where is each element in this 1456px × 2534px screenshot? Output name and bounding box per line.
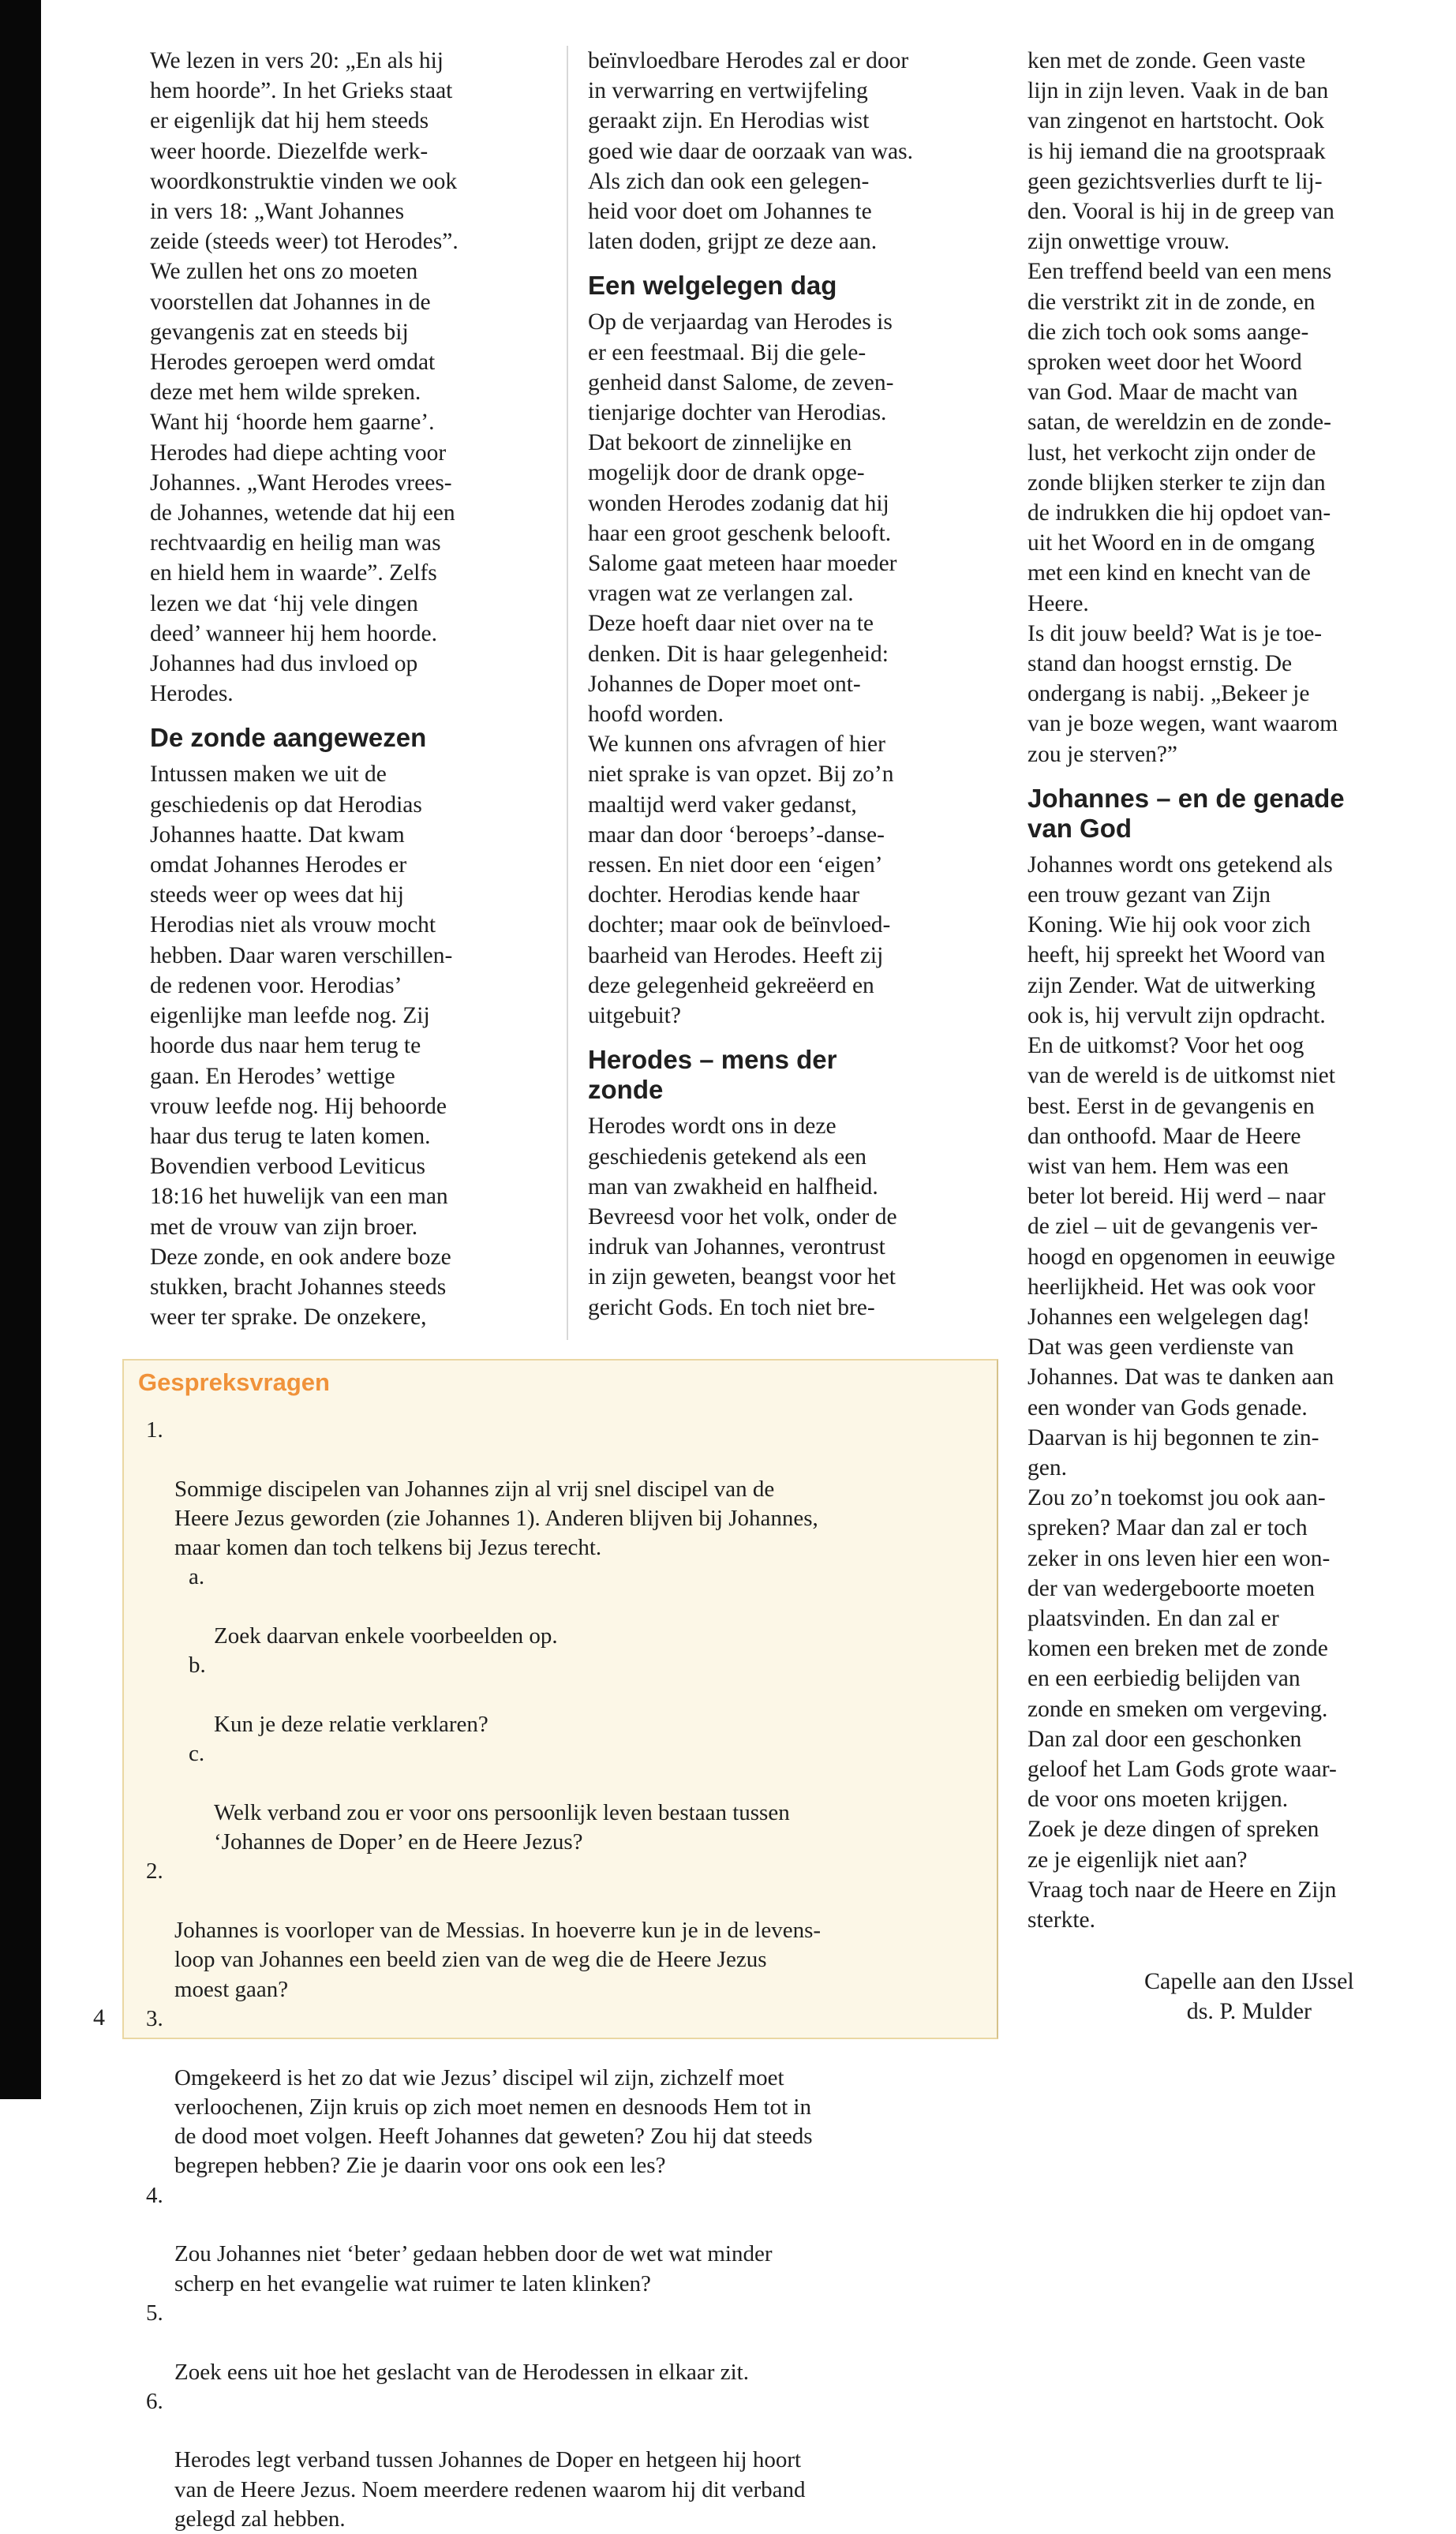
question-text: Sommige discipelen van Johannes zijn al vrij snel discipel van de Heere Jezus geworden (zie Johannes 1). Anderen blijven bij Johannes, maar komen dan toch telkens bij Jezus terecht. [174,1476,818,1561]
text-column-3 [1027,46,1422,1935]
paragraph: Op de verjaardag van Herodes is er een feestmaal. Bij die gele- genheid danst Salome, de zeven- tienjarige dochter van Herodias. Dat bekoort de zinnelijke en mogelijk door de drank opge- wonden Herodes zodanig dat hij haar een groot geschenk belooft. Salome gaat meteen haar moeder vragen wat ze verlangen zal. Deze hoeft daar niet over na te denken. Dit is haar gelegenheid: Johannes de Doper moet ont- hoofd worden. We kunnen ons afvragen of hier niet sprake is van opzet. Bij zo’n maaltijd werd vaker gedanst, maar dan door ‘beroeps’-danse- ressen. En niet door een ‘eigen’ dochter. Herodias kende haar dochter; maar ook de beïnvloed- baarheid van Herodes. Heeft zij deze gelegenheid gekreëerd en uitgebuit? [588,309,897,1029]
sub-question-letter: c. [189,1741,205,1767]
sub-question [135,1739,987,1857]
question-number: 3. [146,2005,163,2031]
question-item [135,2299,987,2387]
question-text: Zou Johannes niet ‘beter’ gedaan hebben door de wet wat minder scherp en het evangelie wat ruimer te laten klinken? [174,2241,773,2296]
sub-question-text: Zoek daarvan enkele voorbeelden op. [214,1623,558,1649]
question-item [135,1857,987,2004]
paragraph: Johannes wordt ons getekend als een trouw gezant van Zijn Koning. Wie hij ook voor zich heeft, hij spreekt het Woord van zijn Zender. Wat de uitwerking ook is, hij vervult zijn opdracht. En de uitkomst? Voor het oog van de wereld is de uitkomst niet best. Eerst in de gevangenis en dan onthoofd. Maar de Heere wist van hem. Hem was een beter lot bereid. Hij werd – naar de ziel – uit de gevangenis ver- hoogd en opgenomen in eeuwige heerlijkheid. Het was ook voor Johannes een welgelegen dag! Dat was geen verdienste van Johannes. Dat was te danken aan een wonder van Gods genade. Daarvan is hij begonnen te zin- gen. Zou zo’n toekomst jou ook aan- spreken? Maar dan zal er toch zeker in ons leven hier een won- der van wedergeboorte moeten plaatsvinden. En dan zal er komen een breken met de zonde en een eerbiedig belijden van zonde en smeken om vergeving. Dan zal door een geschonken geloof het Lam Gods grote waar- de voor ons moeten krijgen. Zoek je deze dingen of spreken ze je eigenlijk niet aan? Vraag toch naar de Heere en Zijn sterkte. [1027,852,1337,1933]
question-number: 2. [146,1858,163,1885]
question-item [135,2387,987,2534]
section-heading: Herodes – mens der zonde [588,1045,837,1105]
paragraph: We lezen in vers 20: „En als hij hem hoorde”. In het Grieks staat er eigenlijk dat hij hem steeds weer hoorde. Diezelfde werk- woordkonstruktie vinden we ook in vers 18: „Want Johannes zeide (steeds weer) tot Herodes”. We zullen het ons zo moeten voorstellen dat Johannes in de gevangenis zat en steeds bij Herodes geroepen werd omdat deze met hem wilde spreken. Want hij ‘hoorde hem gaarne’. Herodes had diepe achting voor Johannes. „Want Herodes vrees- de Johannes, wetende dat hij een rechtvaardig en heilig man was en hield hem in waarde”. Zelfs lezen we dat ‘hij vele dingen deed’ wanneer hij hem hoorde. Johannes had dus invloed op Herodes. [150,48,459,707]
section-heading: Een welgelegen dag [588,271,837,301]
paragraph: Intussen maken we uit de geschiedenis op dat Herodias Johannes haatte. Dat kwam omdat Johannes Herodes er steeds weer op wees dat hij Herodias niet als vrouw mocht hebben. Daar waren verschillen- de redenen voor. Herodias’ eigenlijke man leefde nog. Zij hoorde dus naar hem terug te gaan. En Herodes’ wettige vrouw leefde nog. Hij behoorde haar dus terug te laten komen. Bovendien verbood Leviticus 18:16 het huwelijk van een man met de vrouw van zijn broer. Deze zonde, en ook andere boze stukken, bracht Johannes steeds weer ter sprake. De onzekere, [150,762,453,1331]
questions-title: Gespreksvragen [138,1368,330,1396]
text-column-1 [150,46,545,1332]
column-divider [567,46,568,1340]
scan-binding-edge [0,0,41,2099]
sub-question-letter: a. [189,1564,205,1590]
question-number: 5. [146,2300,163,2326]
question-number: 1. [146,1417,163,1443]
paragraph: ken met de zonde. Geen vaste lijn in zijn leven. Vaak in de ban van zingenot en hartstocht. Ook is hij iemand die na grootspraak geen gezichtsverlies durft te lij- den. Vooral is hij in de greep van zijn onwettige vrouw. Een treffend beeld van een mens die verstrikt zit in de zonde, en die zich toch ook soms aange- sproken weet door het Woord van God. Maar de macht van satan, de wereldzin en de zonde- lust, het verkocht zijn onder de zonde blijken sterker te zijn dan de indrukken die hij opdoet van- uit het Woord en in de omgang met een kind en knecht van de Heere. Is dit jouw beeld? Wat is je toe- stand dan hoogst ernstig. De ondergang is nabij. „Bekeer je van je boze wegen, want waarom zou je sterven?” [1027,48,1338,767]
question-text: Herodes legt verband tussen Johannes de Doper en hetgeen hij hoort van de Heere Jezus. Noem meerdere redenen waarom hij dit verband gelegd zal hebben. [174,2447,806,2532]
question-item [135,2004,987,2181]
question-text: Johannes is voorloper van de Messias. In hoeverre kun je in de levens- loop van Johannes een beeld zien van de weg die de Heere Jezus moest gaan? [174,1918,822,2002]
question-text: Zoek eens uit hoe het geslacht van de Herodessen in elkaar zit. [174,2359,749,2385]
paragraph: beïnvloedbare Herodes zal er door in verwarring en vertwijfeling geraakt zijn. En Herodias wist goed wie daar de oorzaak van was. Als zich dan ook een gelegen- heid voor doet om Johannes te laten doden, grijpt ze deze aan. [588,48,913,255]
question-number: 6. [146,2388,163,2414]
sub-question-text: Welk verband zou er voor ons persoonlijk leven bestaan tussen ‘Johannes de Doper’ en de Heere Jezus? [214,1799,790,1855]
page-number: 4 [93,2004,105,2031]
question-number: 4. [146,2182,163,2208]
section-heading: De zonde aangewezen [150,723,427,753]
sub-question [135,1563,987,1651]
sub-question [135,1651,987,1739]
author-place: Capelle aan den IJssel [1144,1968,1354,1994]
sub-question-text: Kun je deze relatie verklaren? [214,1711,488,1737]
questions-list [135,1416,987,2534]
sub-question-letter: b. [189,1653,206,1679]
question-item [135,2181,987,2299]
author-signature [1144,1967,1354,2027]
question-item [135,1416,987,1563]
text-column-2 [588,46,998,1323]
question-text: Omgekeerd is het zo dat wie Jezus’ discipel wil zijn, zichzelf moet verloochenen, Zijn kruis op zich moet nemen en desnoods Hem tot in de dood moet volgen. Heeft Johannes dat geweten? Zou hij dat steeds begrepen hebben? Zie je daarin voor ons ook een les? [174,2064,813,2179]
paragraph: Herodes wordt ons in deze geschiedenis getekend als een man van zwakheid en halfheid. Bevreesd voor het volk, onder de indruk van Johannes, verontrust in zijn geweten, beangst voor het gericht Gods. En toch niet bre- [588,1114,897,1320]
section-heading: Johannes – en de genade van God [1027,783,1345,843]
author-name: ds. P. Mulder [1186,1998,1312,2024]
discussion-questions-box [122,1359,998,2532]
